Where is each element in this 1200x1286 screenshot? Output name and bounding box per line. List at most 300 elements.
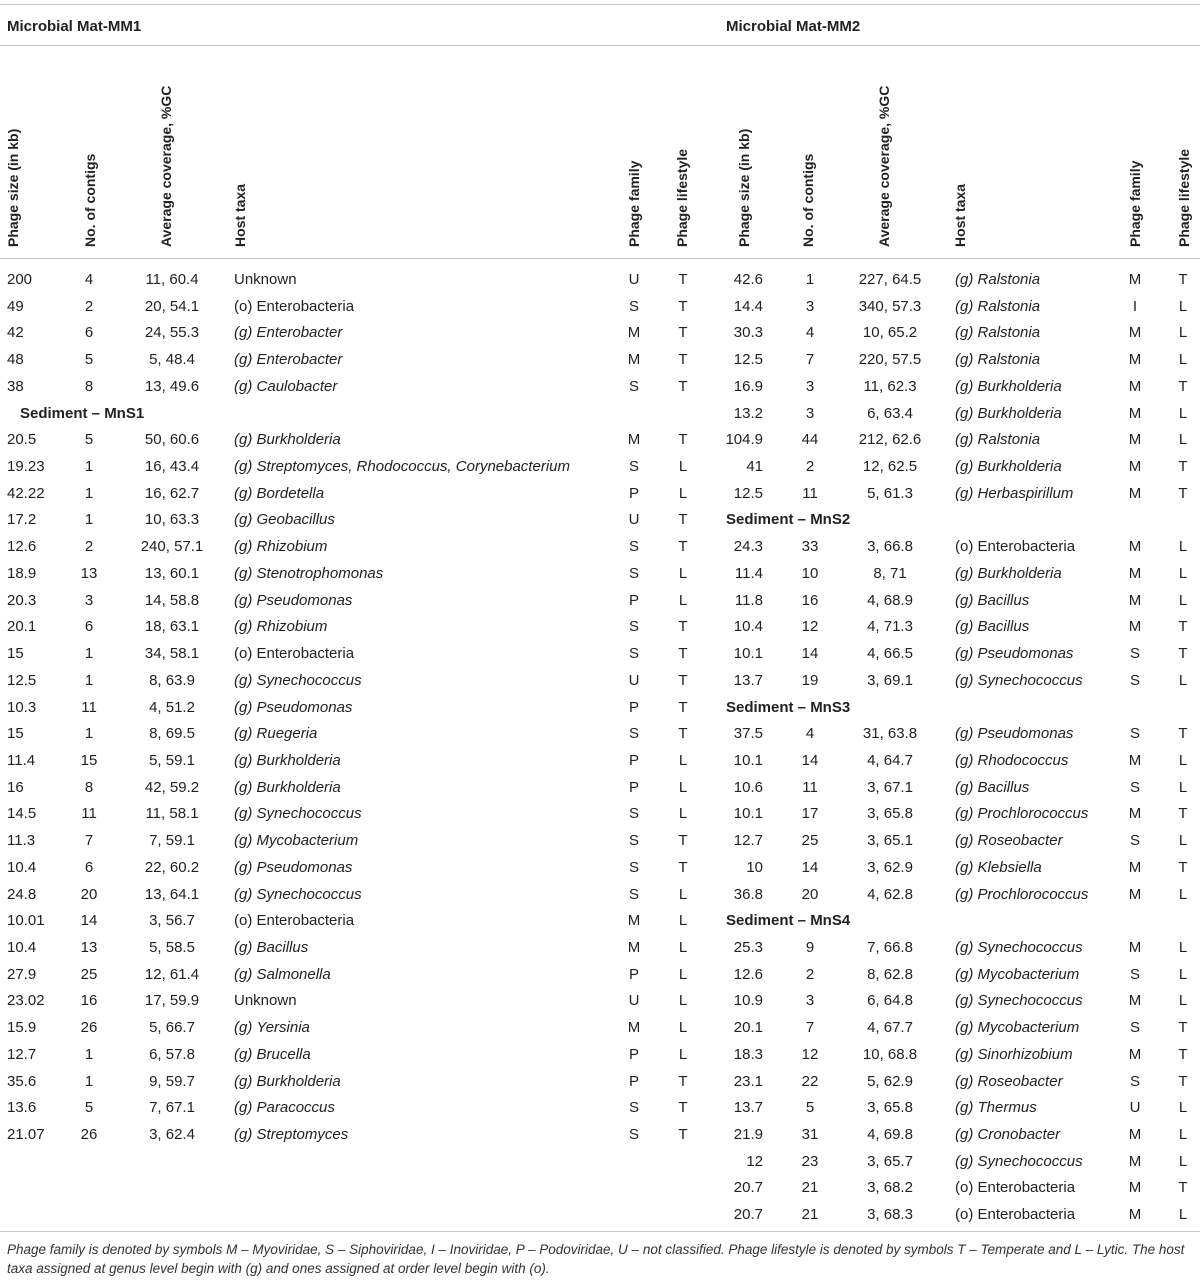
- right-host-taxa: [955, 431, 1040, 448]
- right-contig-count: 31: [801, 1126, 819, 1144]
- left-phage-size: 15: [7, 645, 24, 663]
- right-phage-lifestyle: L: [1178, 591, 1188, 609]
- right-host-taxa: [955, 966, 1079, 983]
- left-phage-lifestyle: T: [678, 324, 688, 342]
- right-section-label: Sediment – MnS4: [726, 912, 851, 930]
- left-coverage-gc: 11, 58.1: [145, 805, 199, 823]
- right-phage-family: M: [1128, 591, 1142, 609]
- right-host-taxa: [955, 832, 1063, 849]
- right-phage-size: 30.3: [733, 324, 763, 342]
- right-phage-lifestyle: L: [1178, 351, 1188, 369]
- left-host-taxa: [234, 859, 352, 876]
- right-host-taxa: [955, 752, 1068, 769]
- right-phage-family: M: [1128, 484, 1142, 502]
- right-contig-count: 22: [801, 1072, 819, 1090]
- taxa-level-prefix: (g): [955, 671, 974, 689]
- bottom-rule: [0, 1231, 1200, 1232]
- left-contig-count: 6: [84, 324, 94, 342]
- taxa-name: Ruegeria: [256, 725, 318, 743]
- right-phage-lifestyle: L: [1178, 404, 1188, 422]
- right-phage-family: M: [1128, 1126, 1142, 1144]
- left-coverage-gc: 50, 60.6: [144, 431, 200, 449]
- left-host-taxa: [234, 565, 383, 582]
- right-phage-size: 13.7: [733, 1099, 763, 1117]
- taxa-name: Bordetella: [256, 484, 325, 502]
- right-phage-family: M: [1128, 1206, 1142, 1224]
- right-group-title: Microbial Mat-MM2: [726, 18, 861, 35]
- taxa-name: Ralstonia: [977, 351, 1041, 369]
- right-contig-count: 33: [801, 538, 819, 556]
- taxa-level-prefix: (g): [955, 1072, 974, 1090]
- taxa-level-prefix: (g): [234, 751, 253, 769]
- right-phage-lifestyle: L: [1178, 1206, 1188, 1224]
- left-phage-size: 19.23: [7, 458, 45, 476]
- left-host-taxa: [234, 298, 354, 315]
- right-contig-count: 14: [801, 751, 819, 769]
- left-header-taxa: Host taxa: [232, 183, 248, 247]
- left-contig-count: 2: [84, 297, 94, 315]
- right-phage-family: S: [1129, 1019, 1141, 1037]
- taxa-name: Caulobacter: [256, 377, 338, 395]
- left-phage-size: 10.01: [7, 912, 45, 930]
- left-phage-size: 49: [7, 297, 24, 315]
- right-host-taxa: [955, 805, 1088, 822]
- taxa-name: Burkholderia: [977, 564, 1062, 582]
- left-contig-count: 26: [80, 1019, 98, 1037]
- right-phage-family: M: [1128, 324, 1142, 342]
- left-contig-count: 4: [84, 271, 94, 288]
- right-host-taxa: [955, 1126, 1060, 1143]
- left-contig-count: 6: [84, 618, 94, 636]
- taxa-level-prefix: (g): [955, 778, 974, 796]
- taxa-level-prefix: (g): [955, 591, 974, 609]
- right-header-size: Phage size (in kb): [736, 128, 752, 247]
- taxa-name: Ralstonia: [977, 297, 1041, 315]
- taxa-name: Cronobacter: [977, 1126, 1061, 1144]
- right-phage-lifestyle: L: [1178, 538, 1188, 556]
- right-phage-family: S: [1129, 965, 1141, 983]
- right-phage-size: 10.4: [733, 618, 763, 636]
- right-host-taxa: [955, 378, 1062, 395]
- right-coverage-gc: 11, 62.3: [863, 377, 917, 395]
- right-phage-size: 12.5: [733, 351, 763, 369]
- right-phage-size: 12.6: [733, 965, 763, 983]
- right-header-taxa: Host taxa: [952, 183, 968, 247]
- left-phage-lifestyle: L: [678, 591, 688, 609]
- left-contig-count: 1: [84, 511, 94, 529]
- left-phage-size: 27.9: [7, 965, 37, 983]
- left-contig-count: 26: [80, 1126, 98, 1144]
- right-phage-size: 42.6: [733, 271, 763, 288]
- taxa-name: Pseudomonas: [256, 591, 353, 609]
- left-phage-lifestyle: L: [678, 1019, 688, 1037]
- right-phage-lifestyle: T: [1178, 725, 1188, 743]
- right-contig-count: 3: [805, 297, 815, 315]
- right-contig-count: 12: [801, 1045, 819, 1063]
- left-contig-count: 8: [84, 778, 94, 796]
- left-header-contigs: No. of contigs: [82, 153, 98, 247]
- left-phage-family: S: [628, 458, 640, 476]
- right-coverage-gc: 3, 66.8: [867, 538, 913, 556]
- left-header-family: Phage family: [626, 160, 642, 247]
- left-phage-lifestyle: T: [678, 858, 688, 876]
- taxa-level-prefix: (g): [234, 965, 253, 983]
- taxa-level-prefix: (g): [955, 351, 974, 369]
- left-host-taxa: [234, 752, 341, 769]
- left-coverage-gc: 22, 60.2: [144, 858, 200, 876]
- right-phage-family: M: [1128, 431, 1142, 449]
- right-coverage-gc: 4, 71.3: [867, 618, 913, 636]
- taxa-level-prefix: (o): [955, 538, 974, 556]
- left-host-taxa: [234, 992, 297, 1009]
- left-phage-family: P: [628, 778, 640, 796]
- taxa-name: Rhodococcus: [977, 751, 1069, 769]
- taxa-name: Streptomyces: [256, 1126, 349, 1144]
- left-phage-size: 12.5: [7, 671, 37, 689]
- right-coverage-gc: 4, 64.7: [867, 751, 913, 769]
- right-host-taxa: [955, 565, 1062, 582]
- right-phage-lifestyle: L: [1178, 778, 1188, 796]
- left-coverage-gc: 10, 63.3: [144, 511, 200, 529]
- left-header-life: Phage lifestyle: [674, 148, 690, 247]
- taxa-level-prefix: (g): [234, 885, 253, 903]
- right-contig-count: 19: [801, 671, 819, 689]
- left-coverage-gc: 5, 58.5: [149, 939, 195, 956]
- right-phage-family: M: [1128, 1152, 1142, 1170]
- left-host-taxa: [234, 832, 358, 849]
- left-phage-size: 10.4: [7, 939, 37, 956]
- taxa-name: Enterobacteria: [256, 645, 355, 663]
- left-host-taxa: [234, 645, 354, 662]
- right-coverage-gc: 31, 63.8: [862, 725, 918, 743]
- right-phage-size: 24.3: [733, 538, 763, 556]
- right-coverage-gc: 5, 62.9: [867, 1072, 913, 1090]
- right-contig-count: 9: [805, 939, 815, 956]
- left-phage-size: 11.3: [7, 832, 36, 850]
- right-phage-family: M: [1128, 618, 1142, 636]
- taxa-name: Burkholderia: [977, 458, 1062, 476]
- left-contig-count: 15: [80, 751, 98, 769]
- taxa-name: Bacillus: [977, 591, 1030, 609]
- right-coverage-gc: 4, 68.9: [867, 591, 913, 609]
- right-phage-family: M: [1128, 458, 1142, 476]
- taxa-name: Unknown: [234, 992, 297, 1010]
- right-coverage-gc: 227, 64.5: [858, 271, 922, 288]
- right-host-taxa: [955, 725, 1073, 742]
- left-host-taxa: [234, 779, 341, 796]
- taxa-level-prefix: (o): [234, 645, 253, 663]
- taxa-level-prefix: (g): [234, 324, 253, 342]
- left-host-taxa: [234, 511, 335, 528]
- right-coverage-gc: 5, 61.3: [867, 484, 913, 502]
- left-coverage-gc: 14, 58.8: [144, 591, 200, 609]
- left-host-taxa: [234, 805, 362, 822]
- right-phage-size: 21.9: [733, 1126, 763, 1144]
- taxa-level-prefix: (g): [955, 1045, 974, 1063]
- taxa-name: Synechococcus: [977, 671, 1083, 689]
- left-coverage-gc: 12, 61.4: [144, 965, 200, 983]
- taxa-level-prefix: (g): [955, 965, 974, 983]
- taxa-level-prefix: (g): [955, 564, 974, 582]
- right-coverage-gc: 10, 68.8: [862, 1045, 918, 1063]
- taxa-name: Burkholderia: [256, 778, 341, 796]
- left-phage-size: 15: [7, 725, 24, 743]
- right-phage-family: M: [1128, 805, 1142, 823]
- right-phage-family: S: [1129, 832, 1141, 850]
- left-host-taxa: [234, 939, 308, 956]
- right-phage-lifestyle: L: [1178, 324, 1188, 342]
- right-section-label: Sediment – MnS2: [726, 511, 851, 529]
- left-contig-count: 6: [84, 858, 94, 876]
- left-contig-count: 14: [80, 912, 98, 930]
- right-contig-count: 4: [805, 324, 815, 342]
- left-phage-lifestyle: T: [678, 351, 688, 369]
- taxa-level-prefix: (g): [955, 431, 974, 449]
- left-host-taxa: [234, 1099, 335, 1116]
- right-phage-size: 11.8: [734, 591, 763, 609]
- taxa-name: Enterobacteria: [977, 1179, 1076, 1197]
- right-host-taxa: [955, 298, 1040, 315]
- left-phage-family: U: [628, 271, 640, 288]
- right-phage-size: 10.6: [733, 778, 763, 796]
- taxa-level-prefix: (g): [234, 564, 253, 582]
- left-host-taxa: [234, 886, 362, 903]
- right-coverage-gc: 4, 62.8: [867, 885, 913, 903]
- left-phage-family: S: [628, 377, 640, 395]
- left-phage-lifestyle: T: [678, 1126, 688, 1144]
- right-phage-lifestyle: T: [1178, 1019, 1188, 1037]
- right-coverage-gc: 3, 69.1: [867, 671, 913, 689]
- right-coverage-gc: 340, 57.3: [858, 297, 922, 315]
- right-coverage-gc: 3, 65.8: [867, 1099, 913, 1117]
- right-phage-size: 104.9: [725, 431, 763, 449]
- right-coverage-gc: 7, 66.8: [867, 939, 913, 956]
- taxa-level-prefix: (g): [234, 1072, 253, 1090]
- left-contig-count: 3: [84, 591, 94, 609]
- left-phage-lifestyle: L: [678, 885, 688, 903]
- left-host-taxa: [234, 672, 362, 689]
- right-phage-family: I: [1132, 297, 1138, 315]
- taxa-level-prefix: (g): [234, 671, 253, 689]
- right-contig-count: 21: [801, 1179, 819, 1197]
- taxa-level-prefix: (g): [955, 939, 974, 956]
- right-phage-family: S: [1129, 645, 1141, 663]
- left-coverage-gc: 3, 56.7: [149, 912, 195, 930]
- left-phage-lifestyle: L: [678, 751, 688, 769]
- taxa-level-prefix: (g): [955, 1152, 974, 1170]
- right-phage-size: 10.1: [733, 751, 763, 769]
- left-coverage-gc: 9, 59.7: [149, 1072, 195, 1090]
- taxa-name: Prochlorococcus: [977, 885, 1089, 903]
- right-host-taxa: [955, 1019, 1079, 1036]
- left-phage-lifestyle: T: [678, 271, 688, 288]
- right-phage-lifestyle: L: [1178, 431, 1188, 449]
- left-phage-lifestyle: L: [678, 965, 688, 983]
- left-coverage-gc: 5, 59.1: [149, 751, 195, 769]
- right-phage-size: 20.1: [733, 1019, 763, 1037]
- left-contig-count: 5: [84, 431, 94, 449]
- right-host-taxa: [955, 324, 1040, 341]
- right-phage-size: 10.1: [733, 805, 763, 823]
- taxa-name: Burkholderia: [977, 404, 1062, 422]
- right-host-taxa: [955, 645, 1073, 662]
- left-coverage-gc: 4, 51.2: [149, 698, 195, 716]
- right-phage-size: 14.4: [733, 297, 763, 315]
- taxa-name: Ralstonia: [977, 271, 1041, 288]
- left-phage-family: S: [628, 805, 640, 823]
- taxa-level-prefix: (g): [234, 939, 253, 956]
- left-phage-lifestyle: T: [678, 431, 688, 449]
- left-contig-count: 20: [80, 885, 98, 903]
- right-coverage-gc: 10, 65.2: [862, 324, 918, 342]
- left-phage-size: 35.6: [7, 1072, 37, 1090]
- left-header-size: Phage size (in kb): [5, 128, 21, 247]
- left-contig-count: 1: [84, 484, 94, 502]
- right-phage-lifestyle: T: [1178, 458, 1188, 476]
- left-phage-lifestyle: T: [678, 671, 688, 689]
- taxa-level-prefix: (g): [234, 1019, 253, 1037]
- right-phage-lifestyle: T: [1178, 805, 1188, 823]
- right-contig-count: 10: [801, 564, 819, 582]
- right-header-cov: Average coverage, %GC: [876, 85, 892, 247]
- right-phage-family: M: [1128, 1045, 1142, 1063]
- right-coverage-gc: 3, 65.1: [867, 832, 913, 850]
- taxa-level-prefix: (g): [955, 992, 974, 1010]
- taxa-level-prefix: (g): [955, 858, 974, 876]
- taxa-level-prefix: (g): [234, 832, 253, 850]
- taxa-level-prefix: (g): [234, 377, 253, 395]
- left-host-taxa: [234, 1046, 311, 1063]
- right-contig-count: 21: [801, 1206, 819, 1224]
- left-coverage-gc: 13, 64.1: [144, 885, 200, 903]
- taxa-name: Paracoccus: [256, 1099, 335, 1117]
- left-phage-family: S: [628, 564, 640, 582]
- left-phage-family: P: [628, 965, 640, 983]
- right-phage-family: M: [1128, 939, 1142, 956]
- left-coverage-gc: 24, 55.3: [144, 324, 200, 342]
- left-phage-family: P: [628, 1072, 640, 1090]
- taxa-level-prefix: (g): [234, 1099, 253, 1117]
- left-phage-lifestyle: T: [678, 1099, 688, 1117]
- left-phage-family: S: [628, 297, 640, 315]
- right-coverage-gc: 3, 65.8: [867, 805, 913, 823]
- left-phage-lifestyle: T: [678, 511, 688, 529]
- left-host-taxa: [234, 485, 324, 502]
- taxa-name: Stenotrophomonas: [256, 564, 384, 582]
- taxa-name: Pseudomonas: [977, 725, 1074, 743]
- right-contig-count: 14: [801, 645, 819, 663]
- taxa-name: Enterobacteria: [977, 1206, 1076, 1224]
- taxa-name: Geobacillus: [256, 511, 335, 529]
- taxa-name: Pseudomonas: [977, 645, 1074, 663]
- right-coverage-gc: 3, 65.7: [867, 1152, 913, 1170]
- left-coverage-gc: 16, 43.4: [144, 458, 200, 476]
- right-phage-size: 13.7: [733, 671, 763, 689]
- left-phage-lifestyle: L: [678, 939, 688, 956]
- taxa-level-prefix: (g): [234, 484, 253, 502]
- right-contig-count: 5: [805, 1099, 815, 1117]
- group-header-rule: [0, 45, 1200, 46]
- left-phage-size: 20.3: [7, 591, 37, 609]
- right-contig-count: 16: [801, 591, 819, 609]
- left-phage-lifestyle: L: [678, 805, 688, 823]
- left-phage-lifestyle: T: [678, 645, 688, 663]
- taxa-name: Herbaspirillum: [977, 484, 1074, 502]
- right-phage-size: 23.1: [733, 1072, 763, 1090]
- right-phage-lifestyle: T: [1178, 1045, 1188, 1063]
- right-host-taxa: [955, 886, 1088, 903]
- taxa-name: Synechococcus: [256, 885, 362, 903]
- right-coverage-gc: 220, 57.5: [858, 351, 922, 369]
- left-phage-family: P: [628, 751, 640, 769]
- right-host-taxa: [955, 458, 1062, 475]
- left-phage-size: 42: [7, 324, 24, 342]
- left-coverage-gc: 20, 54.1: [144, 297, 200, 315]
- left-host-taxa: [234, 699, 352, 716]
- right-phage-size: 37.5: [733, 725, 763, 743]
- right-section-label: Sediment – MnS3: [726, 698, 851, 716]
- left-coverage-gc: 5, 48.4: [149, 351, 195, 369]
- left-host-taxa: [234, 538, 327, 555]
- left-contig-count: 1: [84, 645, 94, 663]
- left-phage-size: 24.8: [7, 885, 37, 903]
- right-coverage-gc: 4, 69.8: [867, 1126, 913, 1144]
- left-contig-count: 11: [81, 805, 97, 823]
- left-host-taxa: [234, 271, 297, 288]
- right-phage-family: M: [1128, 271, 1142, 288]
- taxa-level-prefix: (g): [955, 297, 974, 315]
- taxa-level-prefix: (g): [955, 377, 974, 395]
- right-contig-count: 3: [805, 992, 815, 1010]
- left-host-taxa: [234, 912, 354, 929]
- right-phage-family: M: [1128, 351, 1142, 369]
- left-contig-count: 2: [84, 538, 94, 556]
- left-phage-lifestyle: L: [678, 1045, 688, 1063]
- left-coverage-gc: 13, 49.6: [144, 377, 200, 395]
- taxa-name: Brucella: [256, 1045, 311, 1063]
- taxa-name: Enterobacter: [256, 324, 343, 342]
- right-coverage-gc: 8, 71: [873, 564, 907, 582]
- taxa-name: Roseobacter: [977, 1072, 1063, 1090]
- left-coverage-gc: 34, 58.1: [144, 645, 200, 663]
- taxa-level-prefix: (g): [234, 458, 253, 476]
- left-phage-size: 13.6: [7, 1099, 37, 1117]
- left-coverage-gc: 8, 63.9: [149, 671, 195, 689]
- right-phage-lifestyle: L: [1178, 671, 1188, 689]
- right-host-taxa: [955, 1179, 1075, 1196]
- taxa-level-prefix: (g): [234, 778, 253, 796]
- right-phage-size: 12: [746, 1152, 763, 1170]
- left-phage-family: M: [627, 351, 641, 369]
- taxa-name: Enterobacteria: [256, 297, 355, 315]
- left-phage-size: 10.3: [7, 698, 37, 716]
- left-phage-lifestyle: T: [678, 538, 688, 556]
- left-host-taxa: [234, 592, 352, 609]
- taxa-name: Ralstonia: [977, 431, 1041, 449]
- right-host-taxa: [955, 939, 1083, 956]
- left-host-taxa: [234, 1019, 310, 1036]
- taxa-level-prefix: (g): [234, 511, 253, 529]
- taxa-name: Mycobacterium: [256, 832, 359, 850]
- left-phage-family: S: [628, 645, 640, 663]
- right-coverage-gc: 212, 62.6: [858, 431, 922, 449]
- right-coverage-gc: 8, 62.8: [867, 965, 913, 983]
- right-host-taxa: [955, 485, 1073, 502]
- right-phage-size: 13.2: [733, 404, 763, 422]
- right-contig-count: 7: [805, 351, 815, 369]
- right-host-taxa: [955, 672, 1083, 689]
- right-phage-lifestyle: T: [1178, 377, 1188, 395]
